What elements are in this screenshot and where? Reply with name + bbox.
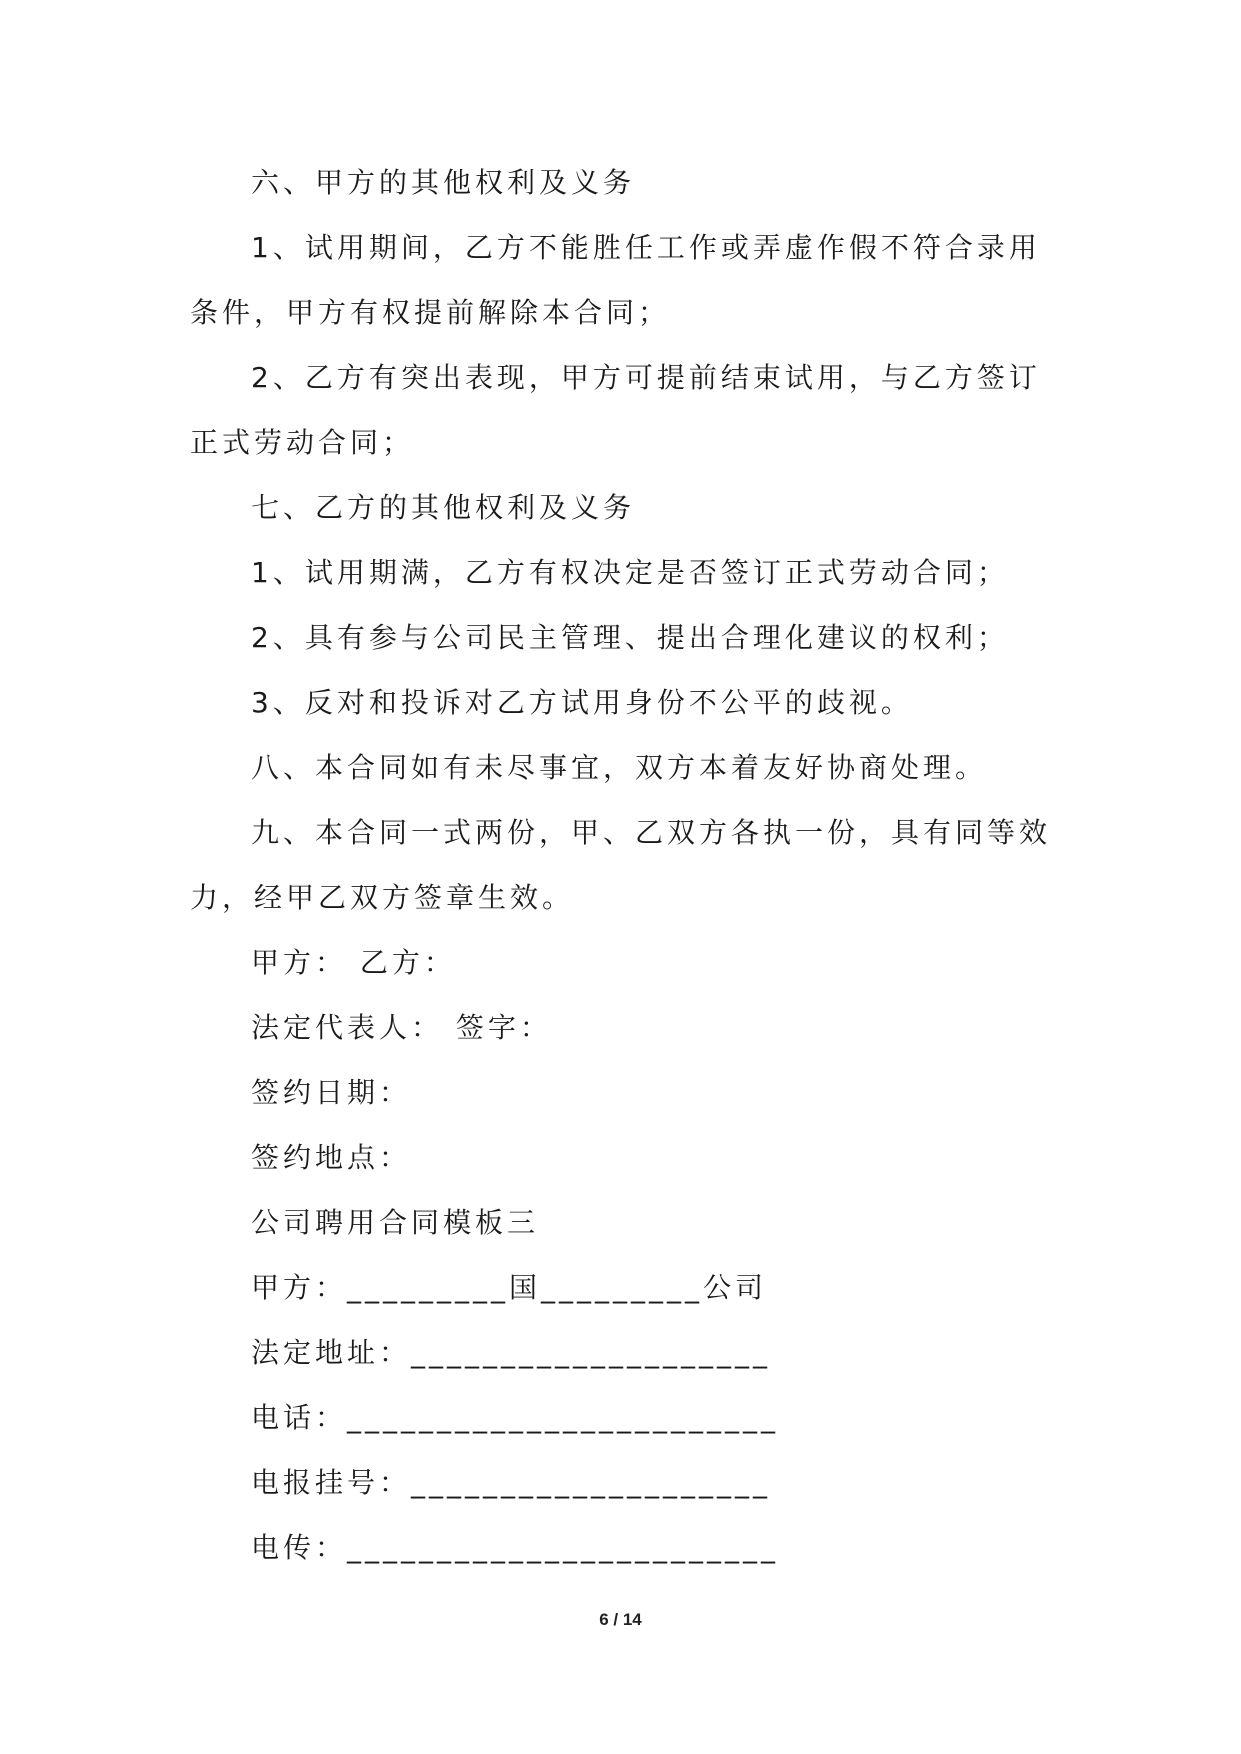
section-9: 九、本合同一式两份，甲、乙双方各执一份，具有同等效力，经甲乙双方签章生效。 bbox=[190, 816, 1052, 914]
legal-address-field: 法定地址：____________________ bbox=[251, 1336, 772, 1369]
signing-date-line: 签约日期： bbox=[251, 1076, 412, 1109]
clause-6-2: 2、乙方有突出表现，甲方可提前结束试用，与乙方签订正式劳动合同； bbox=[190, 361, 1041, 459]
clause-6-1: 1、试用期间，乙方不能胜任工作或弄虚作假不符合录用条件，甲方有权提前解除本合同； bbox=[190, 231, 1041, 329]
telex-field: 电传：________________________ bbox=[251, 1531, 780, 1564]
party-line: 甲方： 乙方： bbox=[251, 946, 456, 979]
representative-line: 法定代表人： 签字： bbox=[251, 1011, 552, 1044]
section-heading-7: 七、乙方的其他权利及义务 bbox=[251, 491, 636, 524]
signing-place-line: 签约地点： bbox=[251, 1141, 412, 1174]
section-heading-6: 六、甲方的其他权利及义务 bbox=[251, 166, 636, 199]
clause-7-3: 3、反对和投诉对乙方试用身份不公平的歧视。 bbox=[251, 686, 913, 719]
page-number: 6 / 14 bbox=[599, 1610, 642, 1629]
phone-field: 电话：________________________ bbox=[251, 1401, 780, 1434]
telegram-field: 电报挂号：____________________ bbox=[251, 1466, 772, 1499]
template-title: 公司聘用合同模板三 bbox=[251, 1206, 540, 1239]
document-body bbox=[190, 150, 1060, 1580]
clause-7-2: 2、具有参与公司民主管理、提出合理化建议的权利； bbox=[251, 621, 1009, 654]
section-8: 八、本合同如有未尽事宜，双方本着友好协商处理。 bbox=[251, 751, 988, 784]
party-a-field: 甲方：_________国_________公司 bbox=[251, 1271, 768, 1304]
clause-7-1: 1、试用期满，乙方有权决定是否签订正式劳动合同； bbox=[251, 556, 1009, 589]
